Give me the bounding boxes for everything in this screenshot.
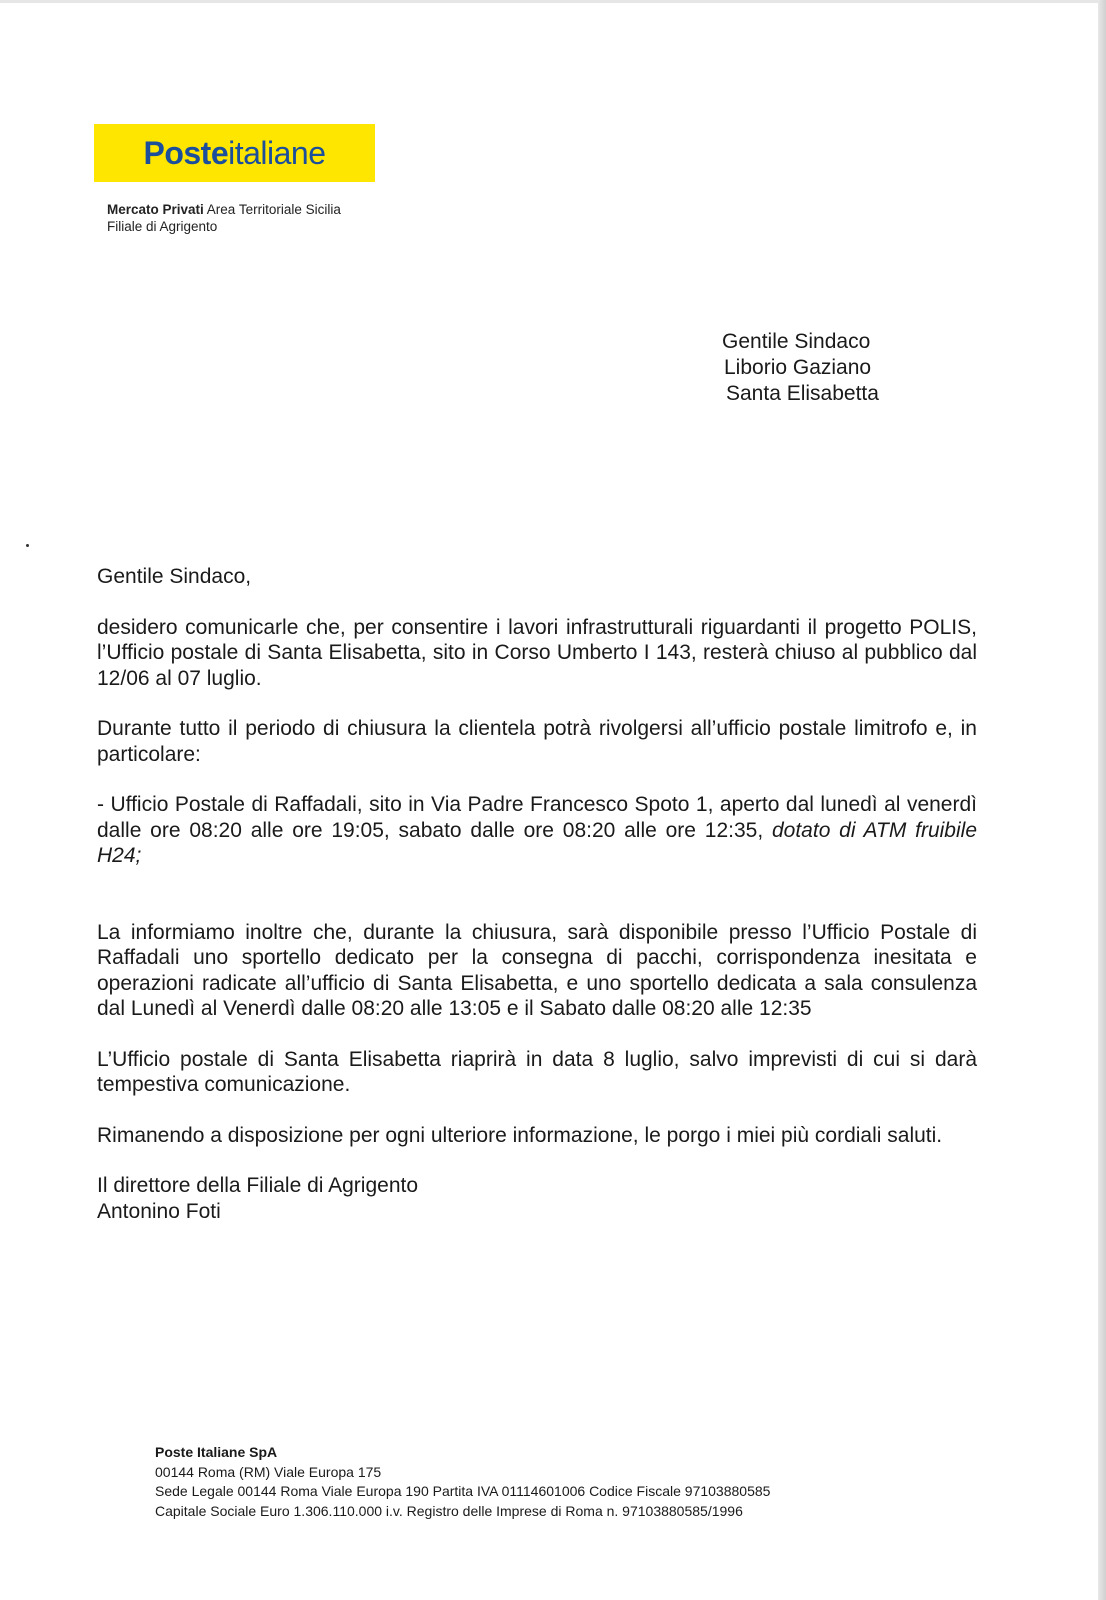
branch-line: Filiale di Agrigento	[107, 219, 218, 234]
paragraph-alternative-office: Durante tutto il periodo di chiusura la clientela potrà rivolgersi all’ufficio postale limitrofo e, in particolare:	[97, 717, 977, 766]
recipient-address	[722, 329, 879, 407]
paragraph-closing: Rimanendo a disposizione per ogni ulteriore informazione, le porgo i miei più cordiali saluti.	[97, 1123, 943, 1147]
footer-company-name: Poste Italiane SpA	[155, 1444, 278, 1460]
stray-dot-mark	[26, 544, 29, 547]
recipient-line-3: Santa Elisabetta	[726, 382, 879, 405]
dept-bold: Mercato Privati	[107, 202, 204, 217]
poste-italiane-logo	[94, 124, 375, 182]
signature-name: Antonino Foti	[97, 1199, 221, 1223]
dept-line	[107, 201, 341, 218]
paragraph-dedicated-counter: La informiamo inoltre che, durante la chiusura, sarà disponibile presso l’Ufficio Postale di Raffadali uno sportello dedicato per la consegna di pacchi, corrispondenza inesitata e operazioni radicate all’ufficio di Santa Elisabetta, e uno sportello dedicata a sala consulenza dal Lunedì al Venerdì dalle 08:20 alle 13:05 e il Sabato dalle 08:20 alle 12:35	[97, 920, 977, 1020]
logo-light-part: italiane	[228, 134, 326, 171]
logo-text	[143, 135, 325, 172]
salutation: Gentile Sindaco,	[97, 565, 252, 588]
page-edge-shadow	[1098, 0, 1106, 1600]
sender-department	[107, 201, 341, 235]
footer-line-1: 00144 Roma (RM) Viale Europa 175	[155, 1463, 382, 1480]
paragraph-reopening: L’Ufficio postale di Santa Elisabetta riaprirà in data 8 luglio, salvo imprevisti di cui si darà tempestiva comunicazione.	[97, 1047, 977, 1096]
footer-line-2: Sede Legale 00144 Roma Viale Europa 190 Partita IVA 01114601006 Codice Fiscale 97103880585	[155, 1483, 771, 1499]
paragraph-closure-notice: desidero comunicarle che, per consentire i lavori infrastrutturali riguardanti il progetto POLIS, l’Ufficio postale di Santa Elisabetta, sito in Corso Umberto I 143, resterà chiuso al pubblico dal 12/06 al 07 luglio.	[97, 615, 977, 690]
dept-rest: Area Territoriale Sicilia	[203, 202, 341, 217]
logo-bold-part: Poste	[143, 134, 229, 171]
signature-title: Il direttore della Filiale di Agrigento	[97, 1174, 419, 1197]
recipient-line-2: Liborio Gaziano	[724, 356, 872, 379]
recipient-line-1: Gentile Sindaco	[722, 330, 871, 353]
raffadali-details: - Ufficio Postale di Raffadali, sito in Via Padre Francesco Spoto 1, aperto dal lunedì al venerdì dalle ore 08:20 alle ore 19:05, sabato dalle ore 08:20 alle ore 12:35,	[97, 793, 977, 842]
letter-body	[97, 564, 977, 1224]
raffadali-atm-note: dotato di ATM fruibile H24;	[97, 818, 977, 867]
paragraph-raffadali-office	[97, 792, 977, 869]
company-footer	[155, 1443, 770, 1521]
footer-line-3: Capitale Sociale Euro 1.306.110.000 i.v. Registro delle Imprese di Roma n. 97103880585/1996	[155, 1502, 743, 1519]
